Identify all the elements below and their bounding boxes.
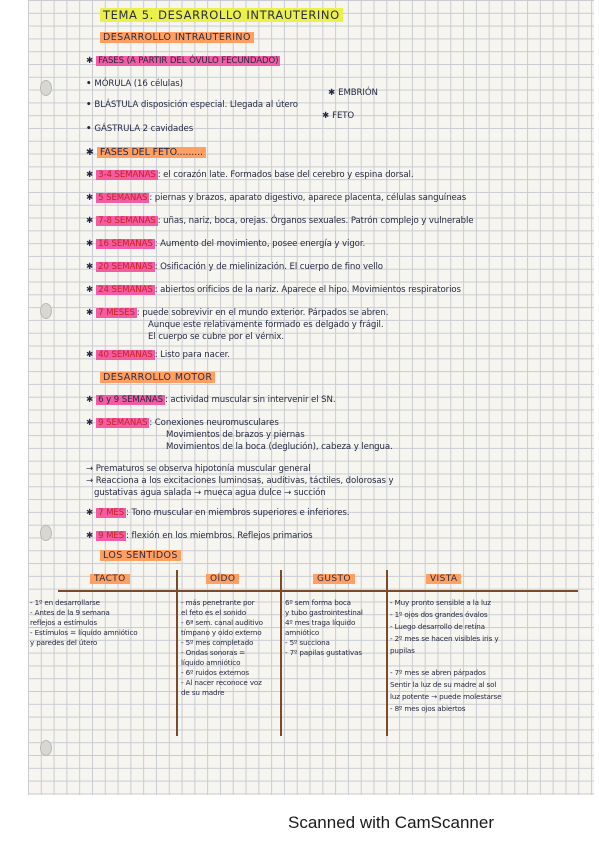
cell-line: - 6º ruidos externos [181, 668, 249, 677]
cell-line: y tubo gastrointestinal [285, 608, 363, 617]
list-item: ✱ 9 MES : flexión en los miembros. Reflejos primarios [86, 531, 313, 541]
list-item: ✱ 24 SEMANAS : abiertos orificios de la nariz. Aparece el hipo. Movimientos respiratorios [86, 285, 461, 295]
cell-line: amniótico [285, 628, 320, 637]
list-item-continuation: Movimientos de brazos y piernas [166, 430, 305, 440]
scanner-watermark: Scanned with CamScanner [288, 813, 495, 832]
section-heading-sentidos: LOS SENTIDOS [100, 550, 181, 561]
table-divider [386, 570, 388, 736]
cell-line: Sentir la luz de su madre al sol [390, 680, 497, 689]
cell-line: - Ondas sonoras = [181, 648, 246, 657]
table-divider [280, 570, 282, 736]
cell-line: - 5º mes completado [181, 638, 254, 647]
list-item: ✱ 7-8 SEMANAS : uñas, nariz, boca, orejas. Órganos sexuales. Patrón complejo y vulnerable [86, 216, 474, 226]
cell-line: 4º mes traga líquido [285, 618, 356, 627]
page-title: TEMA 5. DESARROLLO INTRAUTERINO [100, 8, 343, 22]
list-item: ✱ 20 SEMANAS : Osificación y de mielinización. El cuerpo de fino vello [86, 262, 383, 272]
note-line: → Reacciona a los excitaciones luminosas, auditivas, táctiles, dolorosas y [86, 476, 394, 486]
cell-line: de su madre [181, 688, 225, 697]
section-heading-intrauterino: DESARROLLO INTRAUTERINO [100, 32, 254, 43]
cell-line: - 7º mes se abren párpados [390, 668, 486, 677]
column-header-tacto: TACTO [90, 574, 130, 584]
table-divider [58, 590, 578, 592]
binder-hole [40, 525, 52, 541]
notebook-page [28, 0, 594, 795]
list-item: ✱ FASES (A PARTIR DEL ÓVULO FECUNDADO) [86, 56, 279, 66]
binder-hole [40, 80, 52, 96]
table-divider [176, 570, 178, 736]
list-item: ✱ 7 MESES : puede sobrevivir en el mundo exterior. Párpados se abren. [86, 308, 389, 318]
cell-line: - 1º ojos dos grandes óvalos [390, 610, 488, 619]
cell-line: - Muy pronto sensible a la luz [390, 598, 491, 607]
section-heading-fases-feto: ✱ FASES DEL FETO......... [86, 147, 206, 158]
cell-line: - 7º papilas gustativas [285, 648, 362, 657]
cell-line: - 6ª sem. canal auditivo [181, 618, 263, 627]
binder-hole [40, 303, 52, 319]
list-item: ✱ 40 SEMANAS : Listo para nacer. [86, 350, 230, 360]
list-item: • GÁSTRULA 2 cavidades [86, 124, 194, 134]
cell-line: - 1º en desarrollarse [30, 598, 100, 607]
list-item-continuation: El cuerpo se cubre por el vérnix. [148, 332, 284, 342]
cell-line: y paredes del útero [30, 638, 98, 647]
cell-line: líquido amniótico [181, 658, 241, 667]
cell-line: - más penetrante por [181, 598, 255, 607]
cell-line: - Antes de la 9 semana [30, 608, 110, 617]
cell-line: - Al nacer reconoce voz [181, 678, 262, 687]
cell-line: - 8º mes ojos abiertos [390, 704, 466, 713]
aside-label: ✱ EMBRIÓN [328, 88, 378, 98]
cell-line: 6º sem forma boca [285, 598, 351, 607]
list-item: ✱ 9 SEMANAS : Conexiones neuromusculares [86, 418, 279, 428]
list-item: ✱ 16 SEMANAS : Aumento del movimiento, posee energía y vigor. [86, 239, 366, 249]
column-header-gusto: GUSTO [313, 574, 355, 584]
aside-label: ✱ FETO [322, 111, 355, 121]
list-item-continuation: Movimientos de la boca (deglución), cabeza y lengua. [166, 442, 393, 452]
list-item: • BLÁSTULA disposición especial. Llegada al útero [86, 100, 298, 110]
cell-line: - Estímulos = líquido amniótico [30, 628, 138, 637]
cell-line: tímpano y oído externo [181, 628, 262, 637]
section-heading-motor: DESARROLLO MOTOR [100, 372, 215, 383]
note-line: gustativas agua salada → mueca agua dulce → succión [94, 488, 326, 498]
cell-line: - 5º succiona [285, 638, 330, 647]
list-item: ✱ 5 SEMANAS : piernas y brazos, aparato digestivo, aparece placenta, células sanguíneas [86, 193, 467, 203]
cell-line: pupilas [390, 646, 415, 655]
binder-hole [40, 740, 52, 756]
cell-line: reflejos a estímulos [30, 618, 97, 627]
column-header-oido: OÍDO [206, 574, 239, 584]
cell-line: luz potente → puede molestarse [390, 692, 502, 701]
list-item-continuation: Aunque este relativamente formado es delgado y frágil. [148, 320, 384, 330]
list-item: ✱ 6 y 9 SEMANAS : actividad muscular sin intervenir el SN. [86, 395, 336, 405]
cell-line: el feto es el sonido [181, 608, 246, 617]
cell-line: - Luego desarrollo de retina [390, 622, 485, 631]
note-line: → Prematuros se observa hipotonía muscular general [86, 464, 311, 474]
cell-line: - 2º mes se hacen visibles iris y [390, 634, 499, 643]
column-header-vista: VISTA [426, 574, 461, 584]
list-item: ✱ 3-4 SEMANAS : el corazón late. Formados base del cerebro y espina dorsal. [86, 170, 414, 180]
list-item: • MÓRULA (16 células) [86, 79, 183, 89]
list-item: ✱ 7 MES : Tono muscular en miembros superiores e inferiores. [86, 508, 350, 518]
